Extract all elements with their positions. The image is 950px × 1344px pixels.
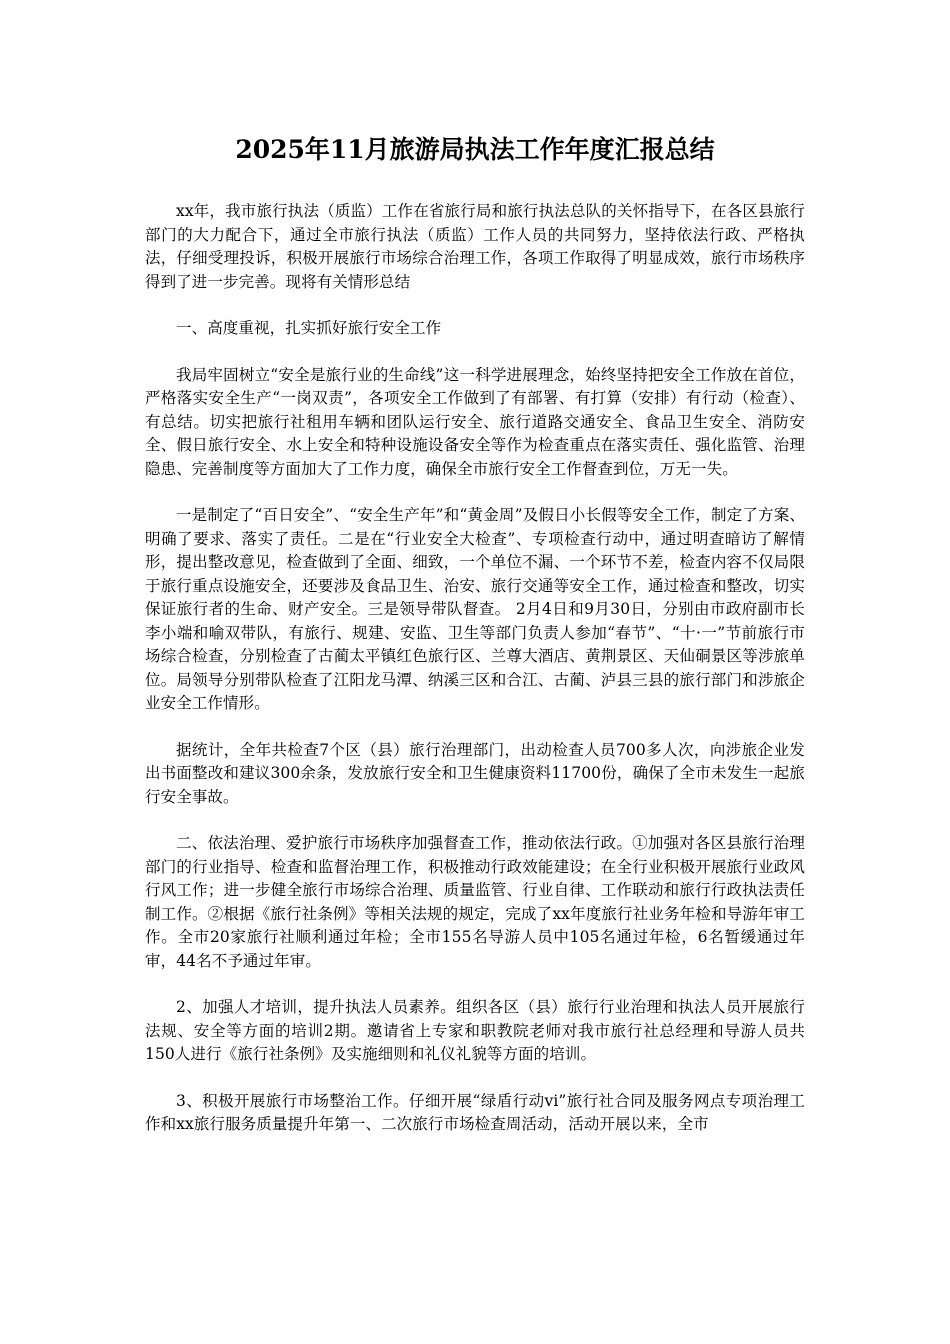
paragraph-safety-measures: 一是制定了“百日安全”、“安全生产年”和“黄金周”及假日小长假等安全工作，制定了方案、明确了要求、落实了责任。二是在“行业安全大检查”、专项检查行动中，通过明查暗访了解情形，提出整改意见，检查做到了全面、细致，一个单位不漏、一个环节不差，检查内容不仅局限于旅行重点设施安全，还要涉及食品卫生、治安、旅行交通等安全工作，通过检查和整改，切实保证旅行者的生命、财产安全。三是领导带队督查。 2月4日和9月30日，分别由市政府副市长李小端和喻双带队，有旅行、规建、安监、卫生等部门负责人参加“春节”、“十·一”节前旅行市场综合检查，分别检查了古蔺太平镇红色旅行区、兰尊大酒店、黄荆景区、天仙硐景区等涉旅单位。局领导分别带队检查了江阳龙马潭、纳溪三区和合江、古蔺、泸县三县的旅行部门和涉旅企业安全工作情形。 xyxy=(145,506,805,712)
paragraph-market-rectification: 3、积极开展旅行市场整治工作。仔细开展“绿盾行动vi”旅行社合同及服务网点专项治理工作和xx旅行服务质量提升年第一、二次旅行市场检查周活动，活动开展以来，全市 xyxy=(145,1091,805,1133)
paragraph-market-order: 二、依法治理、爱护旅行市场秩序加强督查工作，推动依法行政。①加强对各区县旅行治理部门的行业指导、检查和监督治理工作，积极推动行政效能建设；在全行业积极开展旅行业政风行风工作；进一步健全旅行市场综合治理、质量监管、行业自律、工作联动和旅行行政执法责任制工作。②根据《旅行社条例》等相关法规的规定，完成了xx年度旅行社业务年检和导游年审工作。全市20家旅行社顺利通过年检；全市155名导游人员中105名通过年检，6名暂缓通过年审，44名不予通过年审。 xyxy=(145,834,805,970)
document-body xyxy=(145,200,805,1160)
document-title: 2025年11月旅游局执法工作年度汇报总结 xyxy=(235,135,715,164)
paragraph-intro: xx年，我市旅行执法（质监）工作在省旅行局和旅行执法总队的关怀指导下，在各区县旅行部门的大力配合下，通过全市旅行执法（质监）工作人员的共同努力，坚持依法行政、严格执法，仔细受理投诉，积极开展旅行市场综合治理工作，各项工作取得了明显成效，旅行市场秩序得到了进一步完善。现将有关情形总结 xyxy=(145,202,805,291)
paragraph-safety-overview: 我局牢固树立“安全是旅行业的生命线”这一科学进展理念，始终坚持把安全工作放在首位，严格落实安全生产“一岗双责”，各项安全工作做到了有部署、有打算（安排）有行动（检查）、有总结。切实把旅行社租用车辆和团队运行安全、旅行道路交通安全、食品卫生安全、消防安全、假日旅行安全、水上安全和特种设施设备安全等作为检查重点在落实责任、强化监管、治理隐患、完善制度等方面加大了工作力度，确保全市旅行安全工作督查到位，万无一失。 xyxy=(145,365,805,478)
paragraph-statistics: 据统计，全年共检查7个区（县）旅行治理部门，出动检查人员700多人次，向涉旅企业发出书面整改和建议300余条，发放旅行安全和卫生健康资料11700份，确保了全市未发生一起旅行安全事故。 xyxy=(145,740,805,806)
paragraph-training: 2、加强人才培训，提升执法人员素养。组织各区（县）旅行行业治理和执法人员开展旅行法规、安全等方面的培训2期。邀请省上专家和职教院老师对我市旅行社总经理和导游人员共150人进行《旅行社条例》及实施细则和礼仪礼貌等方面的培训。 xyxy=(145,998,805,1063)
section-heading-safety: 一、高度重视，扎实抓好旅行安全工作 xyxy=(176,319,442,337)
